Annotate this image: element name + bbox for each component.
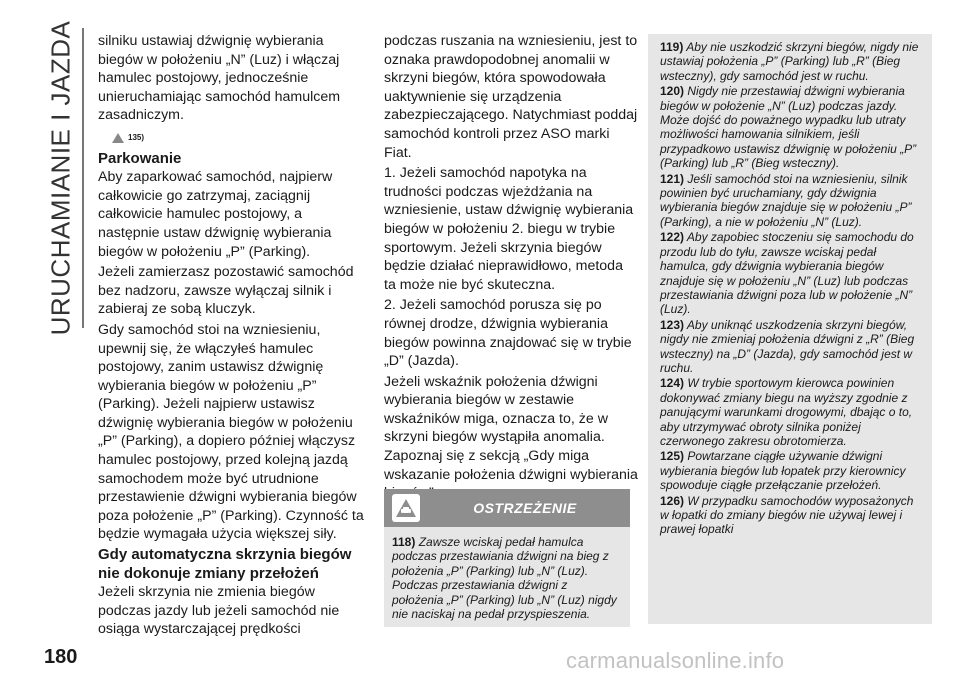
note-text: Aby uniknąć uszkodzenia skrzyni biegów, nigdy nie zmieniaj położenia dźwigni z „R” (Bieg wsteczny) na „D” (Jazda), gdy samochód jest w ruchu. — [660, 317, 915, 375]
warning-reference-number: 135) — [128, 132, 145, 142]
warning-notes-column — [648, 34, 932, 624]
note-number: 123) — [660, 317, 685, 332]
paragraph: silniku ustawiaj dźwignię wybierania biegów w położeniu „N” (Luz) i włączaj hamulec postojowy, jednocześnie unieruchamiając samochód hamulcem zasadniczym. — [98, 33, 341, 124]
note-text: Jeśli samochód stoi na wzniesieniu, silnik powinien być uruchamiany, gdy dźwignia wybierania biegów znajduje się w położeniu „P” (Parking), a nie w położeniu „N” (Luz). — [660, 171, 912, 229]
warning-note — [660, 84, 922, 170]
note-number: 124) — [660, 376, 685, 391]
warning-triangle-icon — [112, 133, 124, 143]
paragraph: Gdy samochód stoi na wzniesieniu, upewnij się, że włączyłeś hamulec postojowy, zanim ustawisz dźwignię wybierania biegów w położeniu „P” (Parking). Jeżeli najpierw ustawisz dźwignię wybierania biegów w położeniu „P” (Parking), a dopiero później włączysz hamulec postojowy, przed kolejną jazdą samochodem może być utrudnione przestawienie dźwigni wybierania biegów poza położenie „P” (Parking). Czynność ta będzie wymagała użycia większej siły. — [98, 321, 364, 543]
side-divider — [82, 28, 84, 328]
paragraph: 1. Jeżeli samochód napotyka na trudności podczas wjeżdżania na wzniesienie, ustaw dźwignię wybierania biegów w położeniu 2. biegu w trybie sportowym. Jeżeli skrzynia biegów będzie działać nieprawidłowo, metoda ta może nie być skuteczna. — [384, 165, 634, 293]
warning-box-body — [384, 527, 630, 627]
paragraph: Jeżeli zamierzasz pozostawić samochód bez nadzoru, zawsze wyłączaj silnik i zabieraj ze sobą kluczyk. — [98, 264, 354, 318]
text-column-2 — [384, 32, 638, 505]
watermark: carmanualsonline.info — [566, 648, 785, 673]
paragraph: Aby zaparkować samochód, najpierw całkowicie go zatrzymaj, zaciągnij całkowicie hamulec postojowy, a następnie ustaw dźwignię wybierania biegów w położeniu „P” (Parking). — [98, 169, 333, 260]
warning-note — [660, 449, 922, 492]
warning-note-number: 118) — [392, 535, 416, 549]
warning-title: OSTRZEŻENIE — [473, 500, 577, 516]
paragraph: podczas ruszania na wzniesieniu, jest to oznaka prawdopodobnej anomalii w skrzyni biegów, która spowodowała uaktywnienie się urządzenia zabezpieczającego. Natychmiast poddaj samochód kontroli przez ASO marki Fiat. — [384, 33, 638, 161]
heading-auto-gearbox: Gdy automatyczna skrzynia biegów nie dokonuje zmiany przełożeń — [98, 546, 352, 582]
paragraph: 2. Jeżeli samochód porusza się po równej drodze, dźwignia wybierania biegów powinna znajdować się w trybie „D” (Jazda). — [384, 297, 632, 370]
note-number: 122) — [660, 230, 685, 245]
paragraph: Jeżeli skrzynia nie zmienia biegów podczas jazdy lub jeżeli samochód nie osiąga wystarczającej prędkości — [98, 584, 340, 638]
note-number: 125) — [660, 449, 685, 464]
warning-note — [660, 40, 922, 83]
warning-box-header — [384, 489, 630, 527]
note-number: 126) — [660, 493, 685, 508]
warning-note — [660, 376, 922, 448]
section-side-title — [44, 20, 78, 336]
warning-note — [660, 230, 922, 316]
page-number: 180 — [44, 646, 78, 668]
note-number: 121) — [660, 171, 685, 186]
note-number: 119) — [660, 40, 684, 54]
note-text: W trybie sportowym kierowca powinien dokonywać zmiany biegu na wyższy zgodnie z panującymi warunkami drogowymi, dbając o to, aby utrzymywać obroty silnika poniżej czerwonego zakresu obrotomierza. — [660, 376, 913, 448]
warning-reference — [112, 129, 366, 148]
note-text: Powtarzane ciągłe używanie dźwigni wybierania biegów lub łopatek przy kierownicy spowoduje ciągłe przełączanie przełożeń. — [660, 449, 906, 493]
section-title-text: URUCHAMIANIE I JAZDA — [45, 20, 76, 336]
text-column-1 — [98, 32, 366, 641]
warning-note — [660, 172, 922, 230]
note-text: Aby nie uszkodzić skrzyni biegów, nigdy nie ustawiaj położenia „P” (Parking) lub „R” (Bieg wsteczny), gdy samochód jest w ruchu. — [660, 40, 919, 83]
warning-note-text: Zawsze wciskaj pedał hamulca podczas przestawiania dźwigni na bieg z położenia „P” (Parking) lub „N” (Luz). Podczas przestawiania dźwigni z położenia „P” (Parking) lub „N” (Luz) nigdy nie naciskaj na pedał przyspieszenia. — [392, 535, 617, 622]
heading-parking: Parkowanie — [98, 149, 182, 167]
paragraph: Jeżeli wskaźnik położenia dźwigni wybierania biegów w zestawie wskaźników miga, oznacza to, że w skrzyni biegów wystąpiła anomalia. Zapoznaj się z sekcją „Gdy miga wskazanie położenia dźwigni wybierania — [384, 373, 638, 483]
warning-note — [660, 318, 922, 376]
warning-note — [660, 494, 922, 537]
note-text: Aby zapobiec stoczeniu się samochodu do przodu lub do tyłu, zawsze wciskaj pedał hamulca, gdy dźwignia wybierania biegów znajduje się w położeniu „N” (Luz) lub podczas przestawiania dźwigni poza lub w położenie „N” (Luz). — [660, 230, 914, 317]
note-text: Nigdy nie przestawiaj dźwigni wybierania biegów w położenie „N” (Luz) podczas jazdy. Może dojść do poważnego wypadku lub utraty możliwości hamowania silnikiem, jeśli przypadkowo ustawisz dźwignię w położeniu „P” (Parking) lub „R” (Bieg wsteczny). — [660, 84, 917, 171]
car-warning-icon — [392, 494, 420, 522]
note-text: W przypadku samochodów wyposażonych w łopatki do zmiany biegów nie używaj lewej i prawej łopatki — [660, 493, 914, 537]
note-number: 120) — [660, 84, 685, 99]
